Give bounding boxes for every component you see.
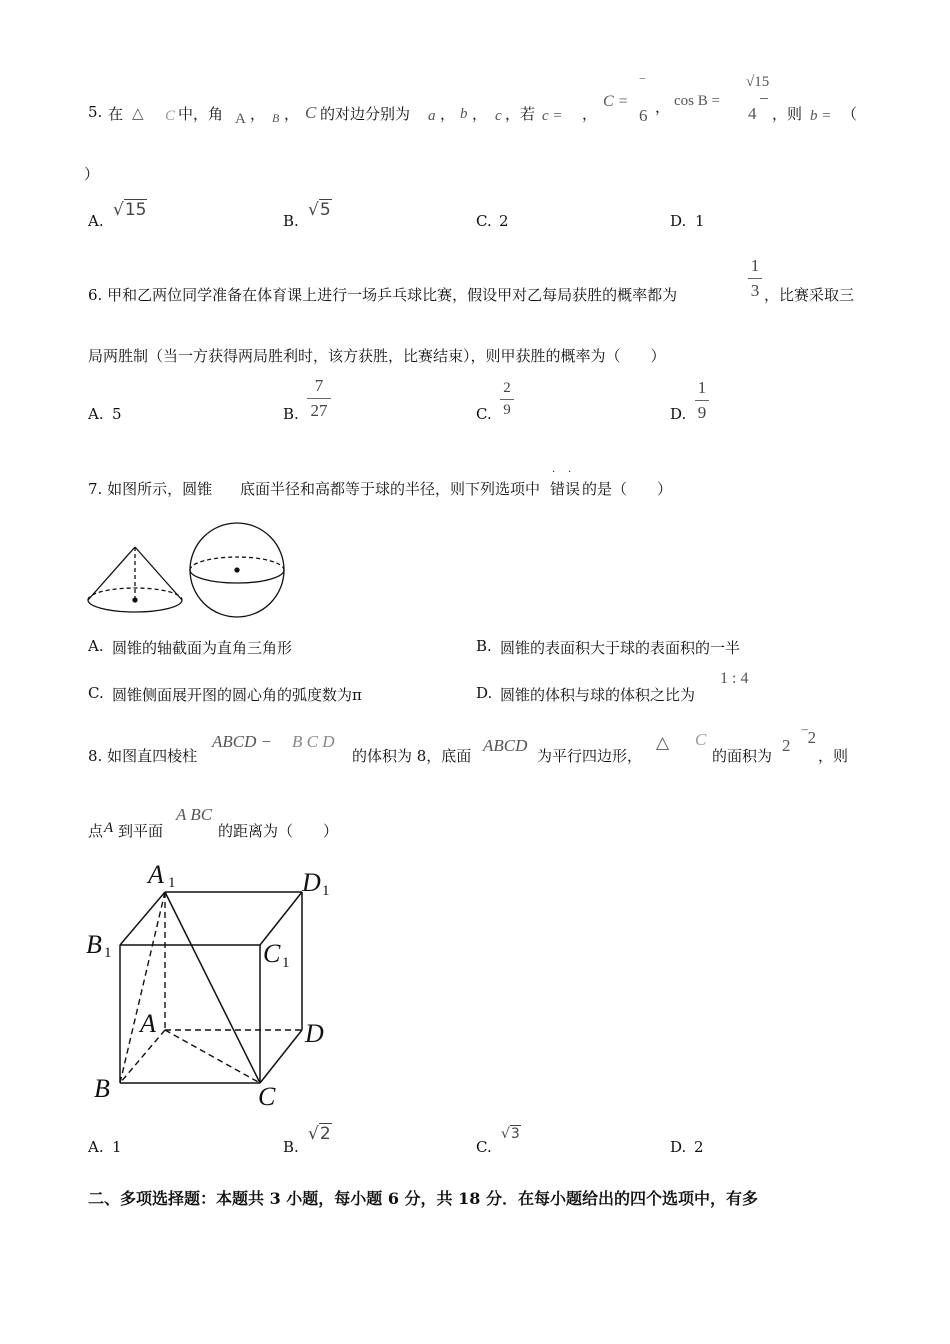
q5-side-b: b bbox=[460, 106, 468, 122]
q5-c-eq: c = bbox=[542, 108, 563, 124]
q8-text: 的面积为 bbox=[712, 747, 773, 765]
option-label: B. bbox=[283, 212, 299, 230]
option-label: C. bbox=[88, 684, 104, 702]
q5-cos-den: 4 bbox=[748, 104, 757, 123]
emphasis-dot-icon: · bbox=[552, 467, 556, 478]
q7-text: 的是（ ） bbox=[582, 480, 673, 498]
q8-text: 到平面 bbox=[118, 822, 164, 840]
q5-b-eq: b = bbox=[810, 108, 832, 124]
q5-text: 中，角 bbox=[178, 105, 224, 123]
q8-text: 的距离为（ ） bbox=[218, 822, 339, 840]
q8-prism-name-b: B C D bbox=[292, 732, 335, 751]
cone-sphere-figure bbox=[80, 515, 300, 625]
q8-text: 的体积为 8，底面 bbox=[352, 747, 472, 765]
q6-line2: 局两胜制（当一方获得两局胜利时，该方获胜，比赛结束），则甲获胜的概率为（ ） bbox=[88, 347, 666, 365]
sphere-icon bbox=[190, 523, 284, 617]
fraction-num: 7 bbox=[314, 376, 324, 395]
radical-icon: √15 bbox=[113, 200, 147, 220]
q5-sep: ， bbox=[472, 105, 488, 123]
fraction-den: 9 bbox=[697, 403, 707, 422]
q8-base-name: ABCD bbox=[483, 736, 528, 755]
fraction bbox=[695, 378, 709, 423]
q5-sep: ， bbox=[284, 105, 300, 123]
option-label: D. bbox=[670, 1138, 687, 1156]
option-label: B. bbox=[476, 637, 492, 655]
option-value: 1 bbox=[695, 212, 705, 230]
fraction bbox=[307, 376, 331, 421]
q5-sep: ， bbox=[582, 105, 598, 123]
option-value: 2 bbox=[499, 212, 509, 230]
q8-text: 为平行四边形， bbox=[537, 747, 643, 765]
option-label: B. bbox=[283, 405, 299, 423]
option-value: 5 bbox=[319, 200, 331, 220]
option-text: 圆锥的表面积大于球的表面积的一半 bbox=[500, 639, 741, 657]
q8-triangle-frag: C bbox=[695, 730, 707, 749]
q8-area-coef: 2 bbox=[782, 736, 791, 755]
q5-text: 在 bbox=[108, 105, 124, 123]
vertex-sub: 1 bbox=[168, 875, 176, 891]
q5-cos-bar bbox=[760, 98, 768, 99]
option-label: A. bbox=[88, 1138, 104, 1156]
q8-text: ，则 bbox=[818, 747, 849, 765]
q5-side-a: a bbox=[428, 108, 436, 124]
option-value: 15 bbox=[124, 200, 147, 220]
section-2-heading: 二、多项选择题：本题共 3 小题，每小题 6 分，共 18 分．在每小题给出的四个选项中，有多 bbox=[88, 1189, 758, 1208]
q8-plane-name: A BC bbox=[176, 805, 213, 824]
q5-cosb: cos B = bbox=[674, 93, 720, 109]
q5-text: ，则 bbox=[772, 105, 803, 123]
q5-text: ，若 bbox=[505, 105, 536, 123]
q8-triangle-symbol: △ bbox=[656, 733, 670, 752]
prism-figure bbox=[80, 855, 350, 1115]
q5-cos-num: √15 bbox=[746, 74, 770, 90]
fraction-num: 2 bbox=[503, 380, 511, 396]
vertex-label-c: C bbox=[258, 1082, 276, 1111]
vertex-label-a1: A bbox=[148, 860, 164, 889]
cone-icon bbox=[88, 547, 182, 612]
q8-prism-name: ABCD − bbox=[212, 732, 273, 751]
option-label: A. bbox=[88, 405, 104, 423]
q8-text: 8. 如图直四棱柱 bbox=[88, 747, 198, 765]
option-value: 5 bbox=[112, 405, 122, 423]
option-text: 圆锥的体积与球的体积之比为 bbox=[500, 686, 696, 704]
vertex-label-d1: D bbox=[302, 868, 321, 897]
q5-paren-close: ） bbox=[84, 165, 100, 183]
q7-text: 底面半径和高都等于球的半径，则下列选项中 bbox=[240, 480, 541, 498]
q5-triangle-symbol: △ bbox=[132, 106, 144, 122]
vertex-sub: 1 bbox=[104, 945, 112, 961]
option-text: 圆锥侧面展开图的圆心角的弧度数为π bbox=[112, 686, 362, 704]
vertex-label-c1: C bbox=[263, 939, 281, 968]
q5-paren-open: （ bbox=[842, 105, 858, 123]
option-label: C. bbox=[476, 405, 492, 423]
q6-prob-fraction bbox=[748, 256, 762, 301]
q5-angle-c: C bbox=[305, 103, 317, 122]
q5-sep: ， bbox=[655, 98, 671, 116]
option-label: B. bbox=[283, 1138, 299, 1156]
prism-hidden-edges bbox=[120, 892, 302, 1083]
q5-triangle-frag: C bbox=[165, 108, 176, 124]
q5-side-c: c bbox=[495, 108, 502, 124]
q8-text: 点 bbox=[88, 822, 104, 840]
q5-C-den: 6 bbox=[639, 106, 648, 125]
q5-prefix: 5. bbox=[88, 103, 103, 121]
fraction bbox=[500, 380, 514, 419]
vertex-label-b: B bbox=[94, 1074, 110, 1103]
q8-point-a: A bbox=[104, 820, 114, 836]
vertex-label-d: D bbox=[305, 1019, 324, 1048]
option-label: D. bbox=[476, 684, 493, 702]
q7-emphasis: 错误 bbox=[550, 480, 581, 498]
q5-C-eq: C = bbox=[603, 93, 629, 110]
q5-sep: ， bbox=[250, 105, 266, 123]
fraction-num: 1 bbox=[750, 256, 760, 275]
option-label: A. bbox=[88, 637, 104, 655]
option-label: A. bbox=[88, 212, 104, 230]
vertex-sub: 1 bbox=[322, 883, 330, 899]
option-value: 2 bbox=[694, 1138, 704, 1156]
fraction-den: 27 bbox=[310, 401, 328, 420]
q5-angle-b: B bbox=[272, 111, 280, 125]
radical-icon: √2 bbox=[308, 1124, 331, 1144]
q5-angle-a: A bbox=[235, 111, 246, 127]
emphasis-dot-icon: · bbox=[568, 467, 572, 478]
q8-area-root: ‾2 bbox=[802, 728, 817, 747]
vertex-sub: 1 bbox=[282, 955, 290, 971]
option-label: C. bbox=[476, 212, 492, 230]
vertex-label-b1: B bbox=[86, 930, 102, 959]
fraction-den: 3 bbox=[750, 281, 760, 300]
q5-text: 的对边分别为 bbox=[320, 105, 411, 123]
option-value: 1 bbox=[112, 1138, 122, 1156]
radical-icon: √3 bbox=[501, 1126, 520, 1142]
fraction-den: 9 bbox=[503, 402, 511, 418]
q7-text: 7. 如图所示，圆锥 bbox=[88, 480, 213, 498]
prism-labels bbox=[86, 860, 330, 1111]
q6-line1-end: ，比赛采取三 bbox=[764, 286, 855, 304]
q6-line1: 6. 甲和乙两位同学准备在体育课上进行一场乒乓球比赛，假设甲对乙每局获胜的概率都为 bbox=[88, 286, 678, 304]
vertex-label-a: A bbox=[140, 1009, 156, 1038]
prism-edges bbox=[120, 892, 302, 1083]
option-label: C. bbox=[476, 1138, 492, 1156]
option-value: 3 bbox=[510, 1126, 520, 1142]
option-label: D. bbox=[670, 212, 687, 230]
radical-icon: √5 bbox=[308, 200, 331, 220]
ratio-value: 1 : 4 bbox=[720, 670, 749, 687]
fraction-num: 1 bbox=[697, 378, 707, 397]
option-value: 2 bbox=[319, 1124, 331, 1144]
option-text: 圆锥的轴截面为直角三角形 bbox=[112, 639, 293, 657]
option-label: D. bbox=[670, 405, 687, 423]
q5-sep: ， bbox=[440, 105, 456, 123]
q5-C-num: ‾ bbox=[640, 78, 645, 94]
